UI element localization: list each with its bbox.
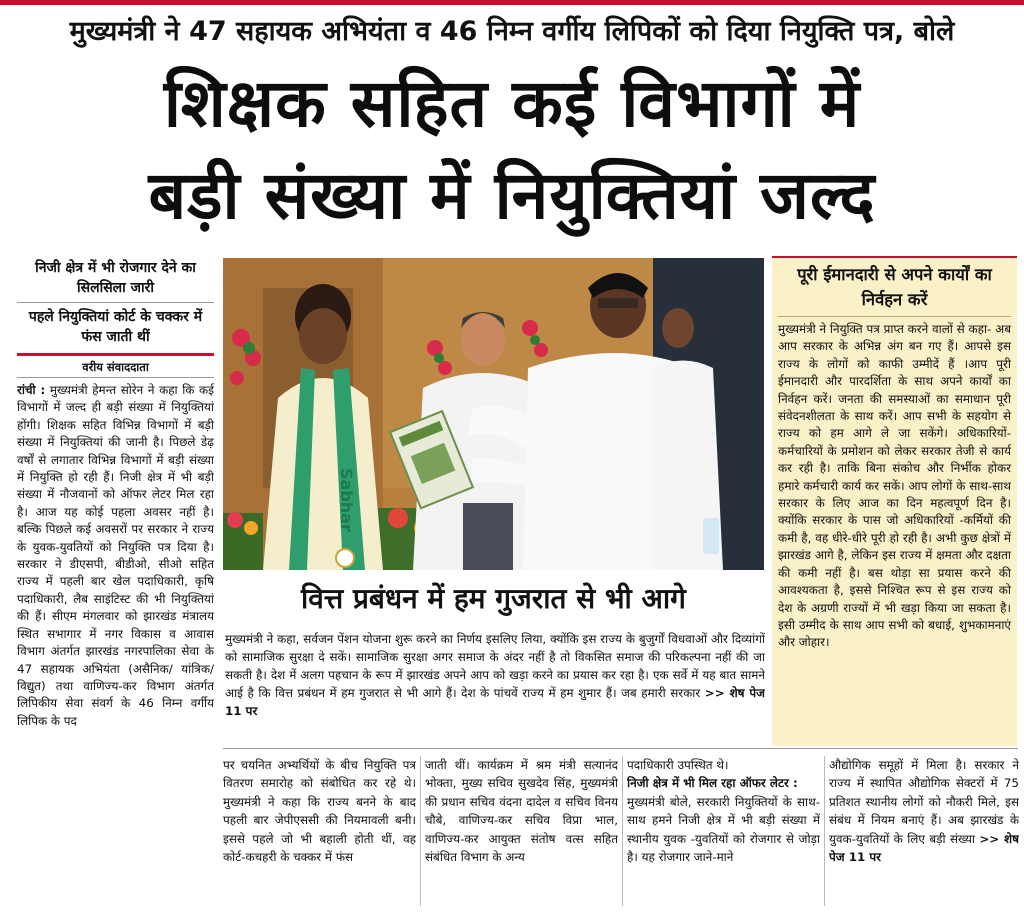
finance-body bbox=[225, 630, 765, 740]
box-title: पूरी ईमानदारी से अपने कार्यों का निर्वहन करें bbox=[778, 262, 1011, 317]
main-headline bbox=[10, 58, 1014, 253]
continued-link-2[interactable]: >> शेष पेज 11 पर bbox=[829, 831, 1019, 865]
section-divider bbox=[223, 748, 1018, 749]
kicker-headline: मुख्यमंत्री ने 47 सहायक अभियंता व 46 निम्न वर्गीय लिपिकों को दिया नियुक्ति पत्र, बोले bbox=[69, 16, 955, 47]
dateline: रांची : bbox=[17, 383, 46, 397]
headline-line-1: शिक्षक सहित कई विभागों में bbox=[163, 65, 861, 142]
bottom-column-1: पर चयनित अभ्यर्थियों के बीच नियुक्ति पत्र वितरण समारोह को संबोधित कर रहे थे। मुख्यमंत्री ने कहा कि राज्य बनने के बाद पहली बार जेपीएससी की नियमावली बनी। इससे पहले जो भी बहाली होती थीं, वह कोर्ट-कचहरी के चक्कर में फंस bbox=[223, 758, 416, 865]
byline: वरीय संवाददाता bbox=[17, 356, 214, 378]
col4-body: औद्योगिक समूहों में मिला है। सरकार ने राज्य में स्थापित औद्योगिक सेक्टरों में 75 प्रतिशत स्थानीय लोगों को नौकरी मिले, इस संबंध में नियम बनाएं हैं। अब झारखंड के युवक-युवतियों के लिए बड़ी संख्या bbox=[829, 758, 1019, 846]
top-red-bar bbox=[0, 0, 1024, 5]
continued-link[interactable]: >> शेष पेज 11 पर bbox=[225, 686, 765, 718]
left-article-body bbox=[17, 382, 214, 894]
news-photo bbox=[223, 258, 764, 570]
subheading-court: पहले नियुक्तियां कोर्ट के चक्कर में फंस जाती थीं bbox=[17, 303, 214, 356]
left-body-text: मुख्यमंत्री हेमन्त सोरेन ने कहा कि कई विभागों में जल्द ही बड़ी संख्या में नियुक्तियां होंगी। शिक्षक सहित विभिन्न विभागों में बड़ी संख्या में नियुक्तियां की जानी है। पिछले डेढ़ वर्षों से लगातार विभिन्न विभागों में बड़ी संख्या में नियुक्ति हो रही हैं। निजी क्षेत्र में भी बड़ी संख्या में नौजवानों को ऑफर लेटर मिल रहा है। आज यह कोई पहला अवसर नहीं है। बल्कि पिछले कई अवसरों पर सरकार ने राज्य के युवक-युवतियों को नियुक्ति पत्र दिया है। सरकार ने डीएसपी, बीडीओ, सीओ सहित राज्य में पहली बार खेल पदाधिकारी, कृषि पदाधिकारी, लैब साइंटिस्ट की भी नियुक्तियां की हैं। सीएम मंगलवार को झारखंड मंत्रालय स्थित सभागार में नगर विकास व आवास विभाग अंतर्गत झारखंड नगरपालिका सेवा के 47 सहायक अभियंता (असैनिक/ यांत्रिक/ विद्युत) तथा वाणिज्य-कर विभाग अंतर्गत लिपिकीय सेवा संवर्ग के 46 निम्न वर्गीय लिपिक के पद bbox=[17, 383, 214, 728]
finance-body-text: मुख्यमंत्री ने कहा, सर्वजन पेंशन योजना शुरू करने का निर्णय इसलिए लिया, क्योंकि इस राज्य के बुजुर्गों विधवाओं और दिव्यांगों को सामाजिक सुरक्षा दे सकें। सामाजिक सुरक्षा अगर समाज के अंदर नहीं है तो विकसित समाज की परिकल्पना नहीं की जा सकती है। देश में अलग पहचान के रूप में झारखंड अपने आप को खड़ा करने का प्रयास कर रहा है। एक सर्वे में यह बात सामने आई है कि वित्त प्रबंधन में हम गुजरात से भी आगे हैं। देश के पांचवें राज्य में हम शुमार हैं। जब हमारी सरकार bbox=[225, 632, 765, 700]
photo-illustration bbox=[223, 258, 764, 570]
col3-body: मुख्यमंत्री बोले, सरकारी नियुक्तियों के साथ-साथ हमने निजी क्षेत्र में भी बड़ी संख्या में स्थानीय युवक -युवतियों को रोजगार से जोड़ा है। यह रोजगार जाने-माने bbox=[627, 794, 820, 865]
column-rule bbox=[622, 756, 623, 906]
col3-lead: पदाधिकारी उपस्थित थे। bbox=[627, 758, 729, 772]
bottom-column-4 bbox=[829, 756, 1019, 910]
bottom-column-2: जाती थीं। कार्यक्रम में श्रम मंत्री सत्यानंद भोक्ता, मुख्य सचिव सुखदेव सिंह, मुख्यमंत्री की प्रधान सचिव वंदना दादेल व सचिव विनय चौबे, वाणिज्य-कर सचिव विप्रा भाल, वाणिज्य-कर आयुक्त संतोष वत्स सहित संबंधित विभाग के अन्य bbox=[425, 758, 618, 865]
sidebar-box bbox=[772, 256, 1017, 746]
col3-subheading: निजी क्षेत्र में भी मिल रहा ऑफर लेटर : bbox=[627, 776, 798, 791]
left-column bbox=[17, 256, 214, 916]
column-rule bbox=[420, 756, 421, 906]
headline-line-2: बड़ी संख्या में नियुक्तियां जल्द bbox=[148, 157, 876, 234]
sash-text: Sabhar bbox=[337, 468, 356, 532]
bottom-column-3 bbox=[627, 756, 820, 910]
finance-heading: वित्त प्रबंधन में हम गुजरात से भी आगे bbox=[223, 570, 764, 628]
column-rule bbox=[824, 756, 825, 906]
subheading-private-jobs: निजी क्षेत्र में भी रोजगार देने का सिलसिला जारी bbox=[17, 256, 214, 303]
box-body: मुख्यमंत्री ने नियुक्ति पत्र प्राप्त करने वालों से कहा- अब आप सरकार के अभिन्न अंग बन गए हैं। आपसे इस राज्य के लोगों को काफी उम्मीदें हैं ।आप पूरी ईमानदारी और पारदर्शिता के साथ अपने कार्यों का निर्वहन करें। जनता की समस्याओं का समाधान पूरी संवेदनशीलता के साथ करें। आप सभी के सहयोग से राज्य को हम आगे ले जा सकेंगे। अधिकारियों- कर्मचारियों के प्रमोशन को लेकर सरकार तेजी से कार्य कर रही है। ताकि बिना संकोच और निर्भीक होकर हमारे कर्मचारी कार्य कर सकें। आप लोगों के साथ-साथ सरकार के लिए आज का दिन महत्वपूर्ण दिन है। क्योंकि सरकार के पास जो अधिकारियों -कर्मियों की कमी है, वह धीरे-धीरे पूरी हो रही है। अभी कुछ क्षेत्रों में झारखंड आगे है, लेकिन इस राज्य में क्षमता और दक्षता की कमी नहीं है। बस थोड़ा सा प्रयास करने की आवश्यकता है, इससे निश्चित रूप से इस राज्य को देश के अग्रणी राज्यों में भी खड़ा किया जा सकता है। इसी उम्मीद के साथ आप सभी को बधाई, शुभकामनाएं और जोहार। bbox=[778, 322, 1011, 650]
